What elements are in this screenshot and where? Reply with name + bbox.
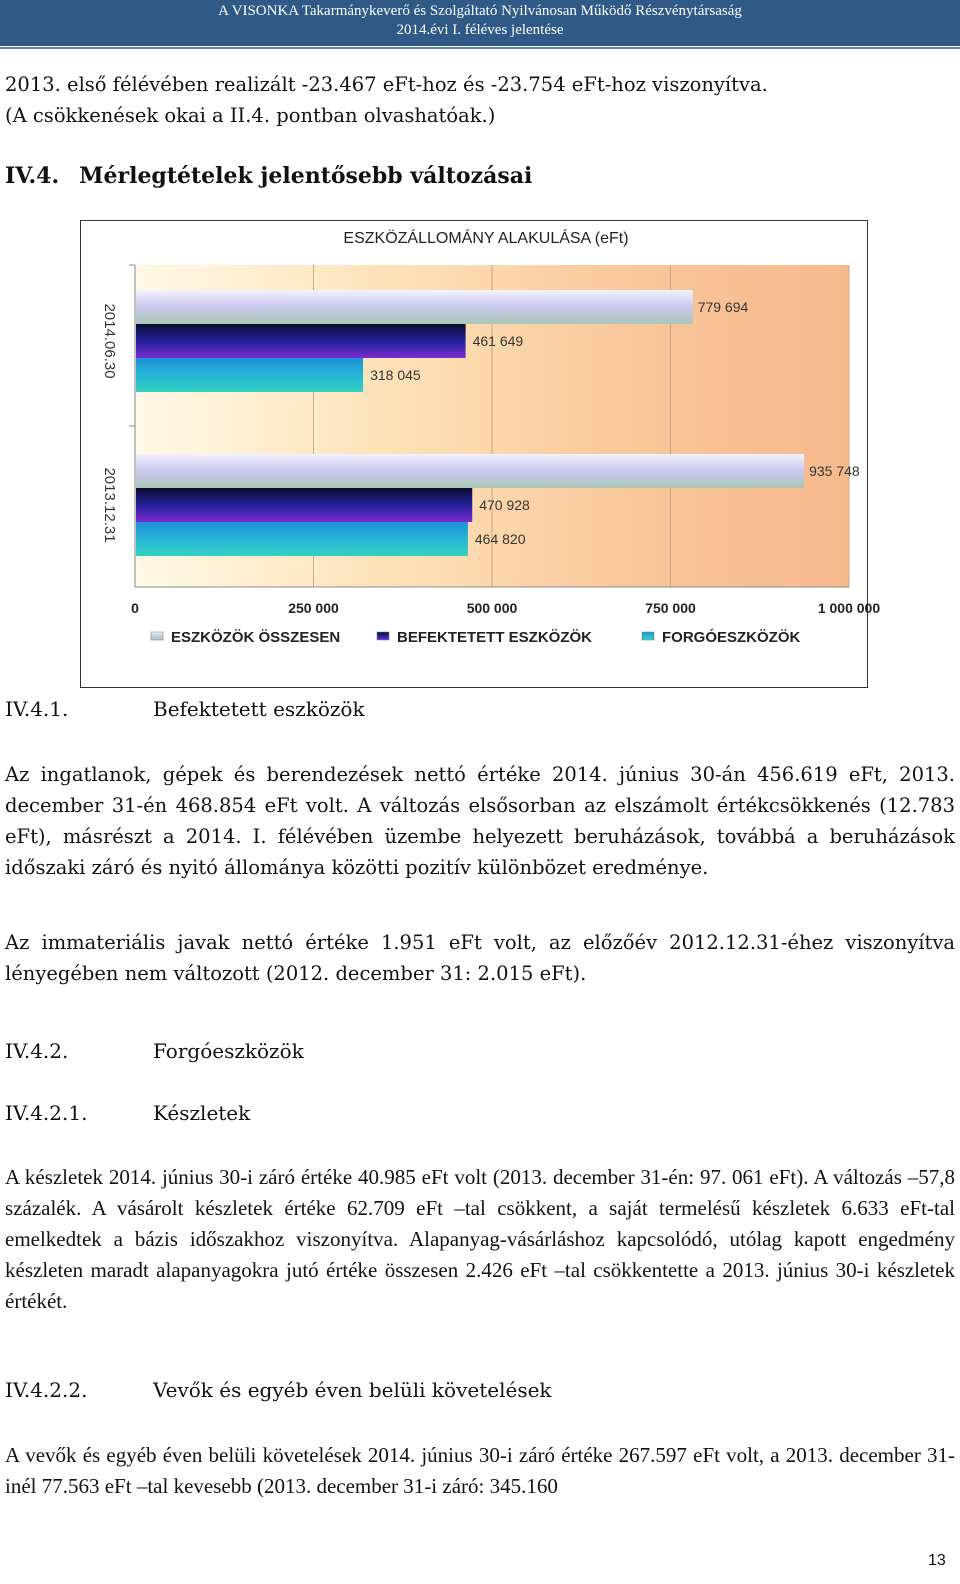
header-report: 2014.évi I. féléves jelentése <box>396 22 564 38</box>
bar <box>136 290 693 324</box>
sub4-heading <box>5 1378 552 1402</box>
category-label: 2013.12.31 <box>101 467 118 543</box>
page-header <box>0 0 960 46</box>
category-label: 2014.06.30 <box>101 303 118 379</box>
asset-chart <box>80 220 881 688</box>
x-tick-label: 0 <box>131 600 139 616</box>
intro-line-1: 2013. első félévében realizált -23.467 eFt-hoz és -23.754 eFt-hoz viszonyítva. <box>5 73 768 96</box>
sub1-number: IV.4.1. <box>5 697 69 721</box>
sub3-number: IV.4.2.1. <box>5 1101 88 1125</box>
sub3-heading <box>5 1101 250 1125</box>
legend-label: BEFEKTETETT ESZKÖZÖK <box>397 629 592 646</box>
sub3-title: Készletek <box>153 1101 251 1125</box>
paragraph-2: Az immateriális javak nettó értéke 1.951 eFt volt, az előzőév 2012.12.31-éhez viszonyítva lényegében nem változott (2012. december 31: 2.015 eFt). <box>5 931 955 985</box>
x-tick-label: 1 000 000 <box>817 600 881 616</box>
intro-line-2: (A csökkenések okai a II.4. pontban olvashatóak.) <box>5 104 496 127</box>
chart-title: ESZKÖZÁLLOMÁNY ALAKULÁSA (eFt) <box>343 230 629 247</box>
page-number: 13 <box>928 1552 946 1569</box>
legend-label: FORGÓESZKÖZÖK <box>662 629 801 646</box>
bar-data-label: 461 649 <box>472 333 524 349</box>
legend-swatch <box>377 632 389 640</box>
bar-data-label: 470 928 <box>479 497 530 513</box>
sub4-number: IV.4.2.2. <box>5 1378 88 1402</box>
header-company: A VISONKA Takarmánykeverő és Szolgáltató Nyilvánosan Működő Részvénytársaság <box>218 3 742 19</box>
section-title: Mérlegtételek jelentősebb változásai <box>79 163 533 189</box>
header-rule <box>0 47 960 49</box>
sub2-heading <box>5 1039 304 1063</box>
paragraph-4: A vevők és egyéb éven belüli követelések 2014. június 30-i záró értéke 267.597 eFt volt, a 2013. december 31-inél 77.563 eFt –tal kevesebb (2013. december 31-i záró: 345.160 <box>5 1443 955 1498</box>
bar <box>136 522 468 556</box>
sub1-title: Befektetett eszközök <box>153 697 365 721</box>
bar-data-label: 464 820 <box>474 531 526 547</box>
sub1-heading <box>5 697 365 721</box>
legend-swatch <box>151 632 163 640</box>
x-tick-label: 750 000 <box>645 600 696 616</box>
x-tick-label: 250 000 <box>288 600 339 616</box>
legend-label: ESZKÖZÖK ÖSSZESEN <box>171 629 341 646</box>
bar-data-label: 935 748 <box>809 463 860 479</box>
paragraph-1: Az ingatlanok, gépek és berendezések nettó értéke 2014. június 30-án 456.619 eFt, 2013. december 31-én 468.854 eFt volt. A változás elsősorban az elszámolt értékcsökkenés (12.783 eFt), másrészt a 2014. I. félévében üzembe helyezett beruházások, továbbá a beruházások időszaki záró és nyitó állománya közötti pozitív különbözet eredménye. <box>5 763 955 879</box>
x-tick-label: 500 000 <box>466 600 518 616</box>
section-number: IV.4. <box>5 163 60 189</box>
sub2-title: Forgóeszközök <box>153 1039 304 1063</box>
sub2-number: IV.4.2. <box>5 1039 69 1063</box>
bar <box>136 454 804 488</box>
bar <box>136 324 466 358</box>
bar-data-label: 779 694 <box>697 299 749 315</box>
bar-data-label: 318 045 <box>370 367 421 383</box>
bar <box>136 488 472 522</box>
bar <box>136 358 363 392</box>
paragraph-3: A készletek 2014. június 30-i záró értéke 40.985 eFt volt (2013. december 31-én: 97. 061 eFt). A változás –57,8 százalék. A vásárolt készletek értéke 62.709 eFt –tal csökkent, a saját termelésű készletek 6.633 eFt-tal emelkedtek a bázis időszakhoz viszonyítva. Alapanyag-vásárláshoz kapcsolódó, utólag kapott engedmény készleten maradt alapanyagokra jutó értéke összesen 2.426 eFt –tal csökkentette a 2013. június 30-i készletek értékét. <box>5 1165 955 1313</box>
asset-chart-svg <box>81 221 881 687</box>
section-heading <box>5 163 532 189</box>
legend-swatch <box>642 632 654 640</box>
sub4-title: Vevők és egyéb éven belüli követelések <box>153 1378 552 1402</box>
